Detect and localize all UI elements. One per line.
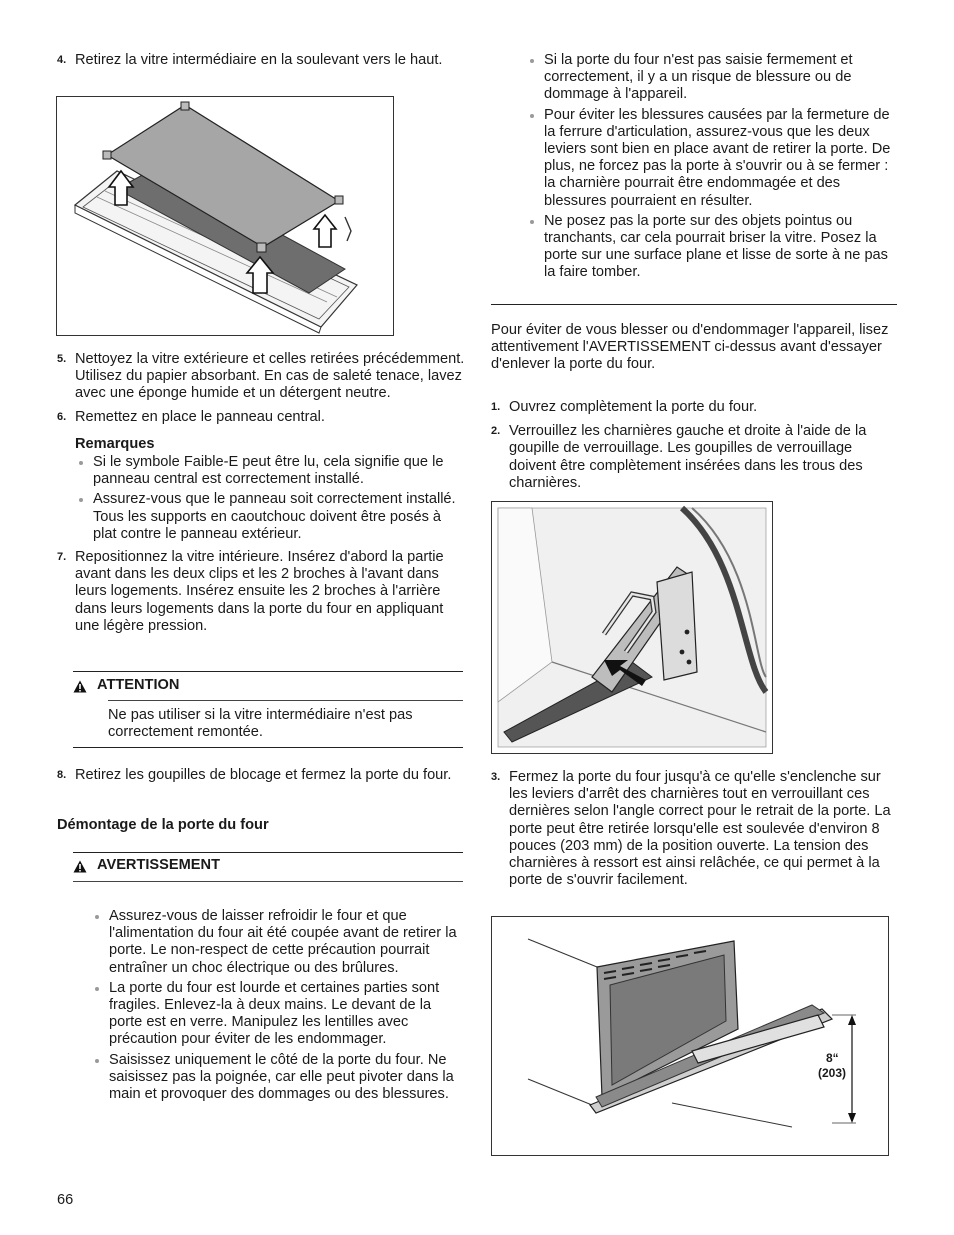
- intro-wrap: [491, 322, 899, 374]
- step-3-wrap: [491, 769, 899, 889]
- warning-triangle-icon: [73, 860, 87, 873]
- step-1: [491, 399, 899, 416]
- bullet-icon: [95, 987, 99, 991]
- warning-item: Pour éviter les blessures causées par la fermeture de la ferrure d'articulation, assurez-vous que les deux leviers sont bien en place avant de retirer la porte. De plus, ne forcez pas la porte à s'ouvrir ou à se fermer : la charnière pourrait être endommagée et des blessures pourraient en résulter.: [526, 107, 898, 210]
- remark-item: Assurez-vous que le panneau soit correctement installé. Tous les supports en caoutchouc doivent être posés à plat contre le panneau extérieur.: [75, 491, 465, 543]
- warning-item: Saisissez uniquement le côté de la porte du four. Ne saisissez pas la poignée, car elle peut pivoter dans la main et provoquer des dommages ou des blessures.: [91, 1052, 463, 1104]
- left-column: [57, 52, 465, 69]
- glass-panel-figure: [56, 96, 394, 336]
- step-5: [57, 351, 465, 403]
- glass-removal-illustration: [57, 97, 393, 335]
- remark-item: Si le symbole Faible-E peut être lu, cela signifie que le panneau central est correctement installé.: [75, 454, 465, 488]
- warning-item: Assurez-vous de laisser refroidir le four et que l'alimentation du four ait été coupée avant de retirer la porte. Le non-respect de cette précaution pourrait entraîner un choc électrique ou des brûlures.: [91, 908, 463, 977]
- dimension-mm: (203): [818, 1066, 847, 1080]
- step-number: 8.: [57, 769, 67, 781]
- hinge-lock-illustration: [492, 502, 772, 753]
- step-text: Repositionnez la vitre intérieure. Insérez d'abord la partie avant dans les deux clips et les 2 broches à l'avant dans leurs logements. Insérez ensuite les 2 broches à l'arrière dans leurs logements dans la porte du four en appliquant une légère pression.: [75, 549, 444, 634]
- warning-title: AVERTISSEMENT: [97, 857, 220, 874]
- step-4: [57, 52, 465, 69]
- bullet-icon: [79, 498, 83, 502]
- dimension-inches: 8“: [826, 1051, 839, 1065]
- step-number: 2.: [491, 425, 501, 438]
- step-number: 3.: [491, 771, 501, 783]
- remarks-title: Remarques: [75, 435, 155, 452]
- step-text: Fermez la porte du four jusqu'à ce qu'elle s'enclenche sur les leviers d'arrêt des charnières tout en verrouillant ces dernières selon l'angle correct pour le retrait de la porte. La porte peut être retirée lorsqu'elle est soulevée d'environ 8 pouces (203 mm) de la position ouverte. La tension des charnières à ressort est ainsi relâchée, ce qui permet à la porte de s'ouvrir facilement.: [509, 769, 891, 889]
- step-8-wrap: [57, 767, 465, 784]
- step-6: [57, 409, 465, 426]
- attention-title: ATTENTION: [97, 677, 180, 694]
- warning-top-rule: [73, 852, 463, 853]
- attention-bottom-rule: [73, 747, 463, 748]
- bullet-icon: [530, 59, 534, 63]
- step-number: 4.: [57, 54, 67, 66]
- bullet-icon: [530, 114, 534, 118]
- section-heading-wrap: [57, 817, 465, 834]
- bullet-icon: [79, 461, 83, 465]
- step-7: [57, 549, 465, 635]
- step-number: 7.: [57, 551, 67, 564]
- bullet-icon: [95, 1059, 99, 1063]
- step-text: Verrouillez les charnières gauche et droite à l'aide de la goupille de verrouillage. Les goupilles de verrouillage doivent être complètement insérées dans les trous des charnières.: [509, 423, 867, 491]
- right-steps: [491, 399, 899, 492]
- step-text: Nettoyez la vitre extérieure et celles retirées précédemment. Utilisez du papier absorbant. En cas de saleté tenace, lavez avec une éponge humide et un détergent neutre.: [75, 351, 465, 402]
- left-column-steps: [57, 351, 465, 635]
- intro-text: Pour éviter de vous blesser ou d'endommager l'appareil, lisez attentivement l'AVERTISSEMENT ci-dessus avant d'essayer d'enlever la porte du four.: [491, 322, 889, 373]
- step-number: 5.: [57, 353, 67, 365]
- attention-mid-rule: [108, 700, 463, 701]
- step-number: 1.: [491, 401, 501, 413]
- warning-mid-rule: [73, 881, 463, 882]
- attention-text: Ne pas utiliser si la vitre intermédiaire n'est pas correctement remontée.: [108, 707, 413, 741]
- warning-list-right: [526, 52, 898, 282]
- bullet-icon: [530, 220, 534, 224]
- warning-triangle-icon: [73, 680, 87, 693]
- step-text: Retirez la vitre intermédiaire en la soulevant vers le haut.: [75, 52, 443, 68]
- attention-box: [73, 676, 463, 696]
- step-2: [491, 423, 899, 492]
- step-text: Remettez en place le panneau central.: [75, 408, 325, 425]
- attention-top-rule: [73, 671, 463, 672]
- step-3: [491, 769, 899, 889]
- warning-list-left: [91, 908, 463, 1103]
- bullet-icon: [95, 915, 99, 919]
- page-number: 66: [57, 1192, 74, 1208]
- warning-item: La porte du four est lourde et certaines parties sont fragiles. Enlevez-la à deux mains. Le devant de la porte est en verre. Manipulez les lentilles avec précaution pour éviter de les endommager.: [91, 980, 463, 1049]
- step-text: Retirez les goupilles de blocage et fermez la porte du four.: [75, 767, 452, 783]
- step-8: [57, 767, 465, 784]
- arrow-up-icon: [314, 215, 336, 247]
- step-text: Ouvrez complètement la porte du four.: [509, 399, 758, 415]
- warning-header: [73, 856, 463, 876]
- door-lift-illustration: [492, 917, 888, 1155]
- section-title: Démontage de la porte du four: [57, 817, 269, 833]
- attention-text-wrap: [108, 707, 463, 741]
- door-removal-figure: [491, 916, 889, 1156]
- warning-item: Ne posez pas la porte sur des objets pointus ou tranchants, car cela pourrait briser la vitre. Posez la porte sur une surface plane et lisse de sorte à ne pas la faire tomber.: [526, 213, 898, 282]
- hinge-lock-figure: [491, 501, 773, 754]
- warning-end-rule: [491, 304, 897, 305]
- remarks-block: [57, 436, 465, 543]
- step-number: 6.: [57, 410, 67, 423]
- warning-item: Si la porte du four n'est pas saisie fermement et correctement, il y a un risque de blessure ou de dommage à l'appareil.: [526, 52, 898, 104]
